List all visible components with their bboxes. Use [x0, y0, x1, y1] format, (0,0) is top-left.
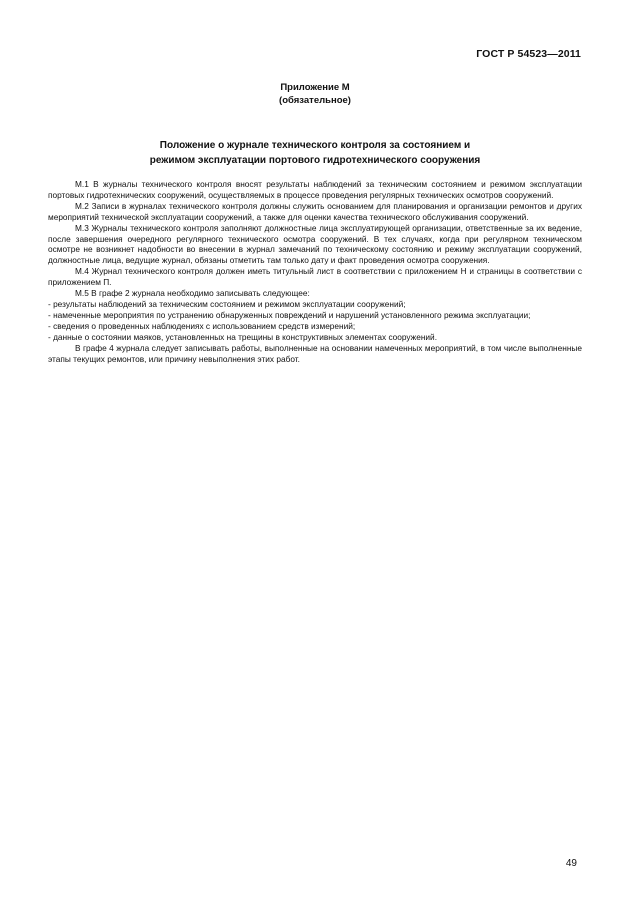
paragraph-m4: М.4 Журнал технического контроля должен иметь титульный лист в соответствии с приложением Н и страницы в соответствии с приложением П. [48, 266, 582, 288]
closing-paragraph: В графе 4 журнала следует записывать работы, выполненные на основании намеченных мероприятий, в том числе выполненные этапы текущих ремонтов, или причину невыполнения этих работ. [48, 342, 582, 364]
paragraph-m3: М.3 Журналы технического контроля заполняют должностные лица эксплуатирующей организации, ответственные за их ведение, после завершения очередного регулярного технического осмотра сооружений. В тех случаях, когда при регулярном техническом осмотре не возникнет надобности во внесении в журнал замечаний по техническому состоянию и режиму эксплуатации сооружений, должностные лица, ведущие журнал, обязаны отметить там только дату и факт проведения осмотра сооружения. [48, 222, 582, 266]
section-title-line-1: Положение о журнале технического контроля за состоянием и [159, 140, 471, 151]
list-item: - результаты наблюдений за техническим состоянием и режимом эксплуатации сооружений; [48, 298, 406, 309]
document-body [48, 179, 582, 364]
section-title-line-2: режимом эксплуатации портового гидротехнического сооружения [149, 154, 481, 166]
appendix-status: (обязательное) [279, 95, 351, 106]
list-item: - данные о состоянии маяков, установленных на трещины в конструктивных элементах сооружений. [48, 331, 437, 342]
appendix-heading [0, 81, 630, 107]
page-number: 49 [565, 858, 577, 869]
paragraph-m5: М.5 В графе 2 журнала необходимо записывать следующее: [75, 288, 310, 299]
list-item: - намеченные мероприятия по устранению обнаруженных повреждений и нарушений установленного режима эксплуатации; [48, 309, 531, 320]
list-item: - сведения о проведенных наблюдениях с использованием средств измерений; [48, 320, 356, 331]
paragraph-m1: М.1 В журналы технического контроля вносят результаты наблюдений за техническим состоянием и режимом эксплуатации портовых гидротехнических сооружений, осуществляемых в процессе проведения регулярных технических осмотров сооружений. [48, 179, 582, 200]
document-code: ГОСТ Р 54523—2011 [476, 48, 581, 60]
section-title [0, 139, 630, 168]
appendix-label: Приложение М [280, 82, 350, 93]
paragraph-m2: М.2 Записи в журналах технического контроля должны служить основанием для планирования и организации ремонтов и других мероприятий технической эксплуатации сооружений, а также для оценки качества технического обслуживания сооружений. [48, 200, 582, 222]
